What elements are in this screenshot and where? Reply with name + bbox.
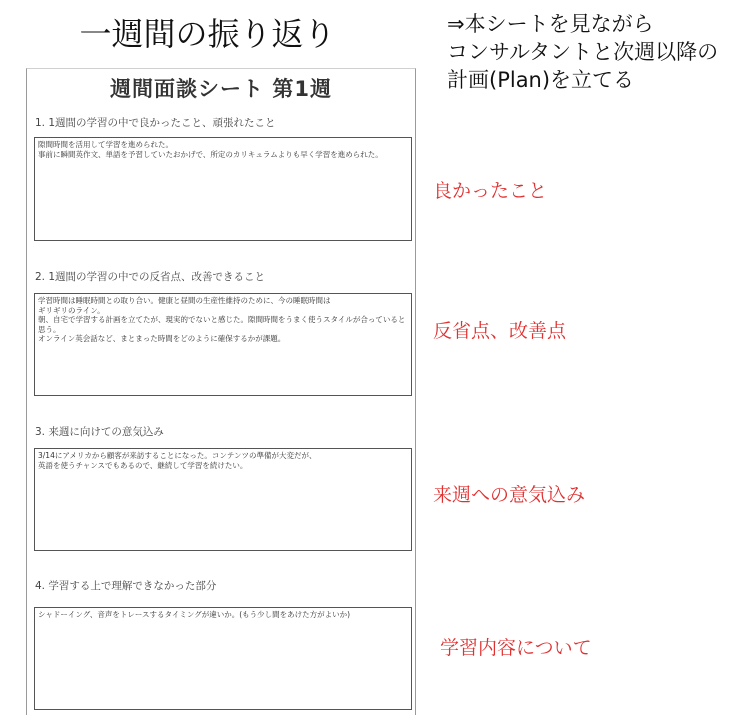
section-1-label: 1. 1週間の学習の中で良かったこと、頑張れたこと (35, 117, 276, 129)
section-2-answer (34, 293, 412, 396)
instruction-note (447, 10, 747, 94)
answer-line: ギリギリのライン。 (38, 305, 105, 315)
note-line: 計画(Plan)を立てる (447, 68, 635, 92)
section-2-label: 2. 1週間の学習の中での反省点、改善できること (35, 271, 266, 283)
section-3-answer (34, 448, 412, 551)
answer-line: 学習時間は睡眠時間との取り合い。健康と昼間の生産性維持のために、今の睡眠時間は (38, 296, 331, 305)
section-4-answer (34, 607, 412, 710)
answer-line: 3/14にアメリカから顧客が来訪することになった。コンテンツの準備が大変だが、 (38, 451, 317, 460)
sheet-title: 週間面談シート 第1週 (110, 77, 332, 101)
answer-line: 英語を使うチャンスでもあるので、継続して学習を続けたい。 (38, 460, 248, 470)
answer-line: シャドーイング、音声をトレースするタイミングが違いか。(もう少し間をあけた方がよいか) (38, 610, 351, 619)
side-label-learning: 学習内容について (440, 637, 592, 659)
answer-line: 朝、自宅で学習する計画を立てたが、現実的でないと感じた。隙間時間をうまく使うスタイルが合っていると思う。 (38, 315, 406, 334)
side-label-improve: 反省点、改善点 (433, 320, 567, 342)
side-label-good: 良かったこと (433, 180, 548, 202)
note-line: コンサルタントと次週以降の (447, 40, 719, 64)
answer-line: 事前に瞬間英作文、単語を予習していたおかげで、所定のカリキュラムよりも早く学習を進められた。 (38, 149, 383, 159)
answer-line: オンライン英会話など、まとまった時間をどのように確保するかが課題。 (38, 334, 286, 343)
slide-title: 一週間の振り返り (79, 15, 336, 53)
interview-sheet (26, 68, 416, 715)
section-3-label: 3. 来週に向けての意気込み (35, 426, 164, 438)
section-4-label: 4. 学習する上で理解できなかった部分 (35, 580, 217, 592)
side-label-motivation: 来週への意気込み (433, 484, 586, 506)
note-line: ⇒本シートを見ながら (447, 12, 654, 36)
answer-line: 隙間時間を活用して学習を進められた。 (38, 140, 173, 149)
section-1-answer (34, 137, 412, 241)
